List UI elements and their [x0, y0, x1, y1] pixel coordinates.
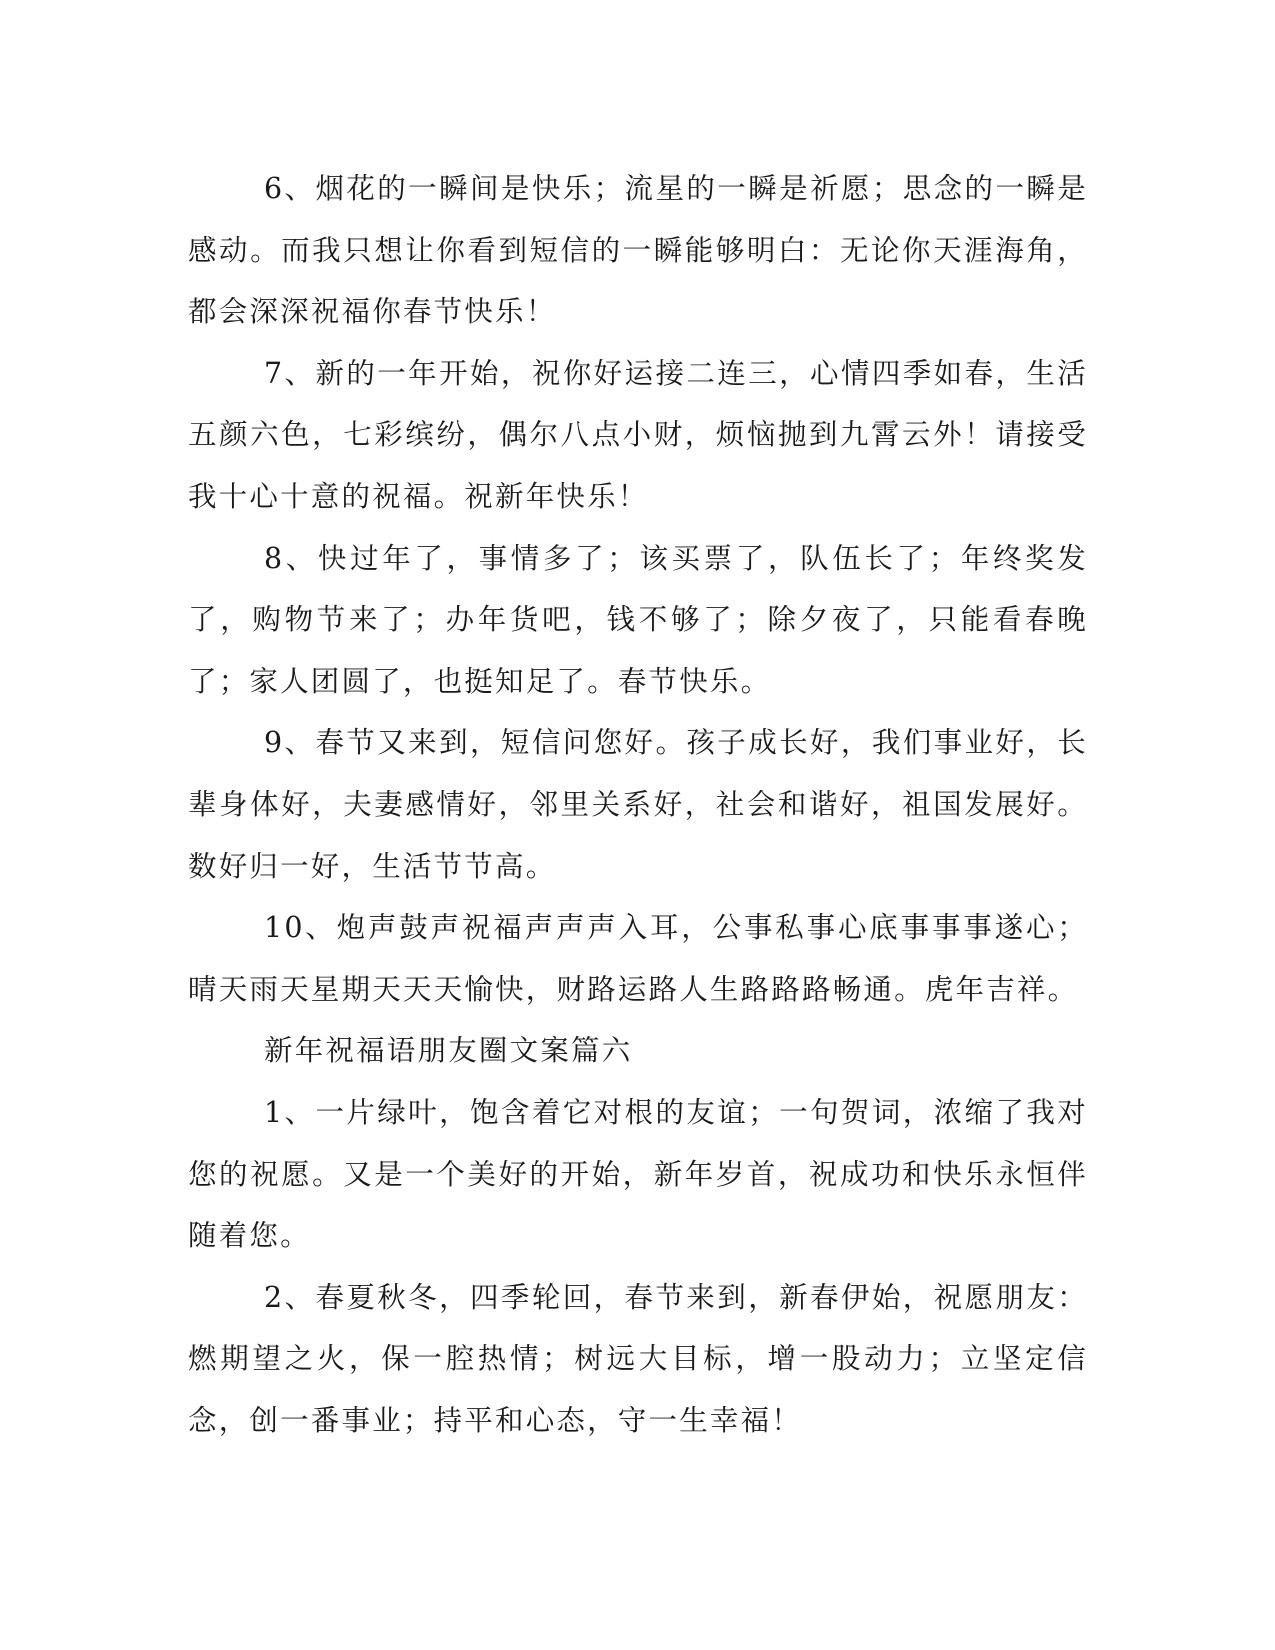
document-body	[188, 158, 1088, 1451]
paragraph-item-1: 1、一片绿叶，饱含着它对根的友谊；一句贺词，浓缩了我对您的祝愿。又是一个美好的开始，新年岁首，祝成功和快乐永恒伴随着您。	[188, 1095, 1088, 1253]
paragraph-item-2: 2、春夏秋冬，四季轮回，春节来到，新春伊始，祝愿朋友：燃期望之火，保一腔热情；树远大目标，增一股动力；立坚定信念，创一番事业；持平和心态，守一生幸福！	[188, 1280, 1088, 1437]
paragraph-item-9: 9、春节又来到，短信问您好。孩子成长好，我们事业好，长辈身体好，夫妻感情好，邻里关系好，社会和谐好，祖国发展好。数好归一好，生活节节高。	[188, 726, 1088, 883]
paragraph-item-7: 7、新的一年开始，祝你好运接二连三，心情四季如春，生活五颜六色，七彩缤纷，偶尔八点小财，烦恼抛到九霄云外！请接受我十心十意的祝福。祝新年快乐！	[188, 356, 1088, 513]
paragraph-item-6: 6、烟花的一瞬间是快乐；流星的一瞬是祈愿；思念的一瞬是感动。而我只想让你看到短信的一瞬能够明白：无论你天涯海角，都会深深祝福你春节快乐！	[188, 172, 1088, 329]
paragraph-item-10: 10、炮声鼓声祝福声声声入耳，公事私事心底事事事遂心；晴天雨天星期天天天愉快，财路运路人生路路路畅通。虎年吉祥。	[188, 911, 1088, 1006]
section-heading: 新年祝福语朋友圈文案篇六	[264, 1034, 633, 1068]
paragraph-item-8: 8、快过年了，事情多了；该买票了，队伍长了；年终奖发了，购物节来了；办年货吧，钱不够了；除夕夜了，只能看春晚了；家人团圆了，也挺知足了。春节快乐。	[188, 541, 1088, 698]
